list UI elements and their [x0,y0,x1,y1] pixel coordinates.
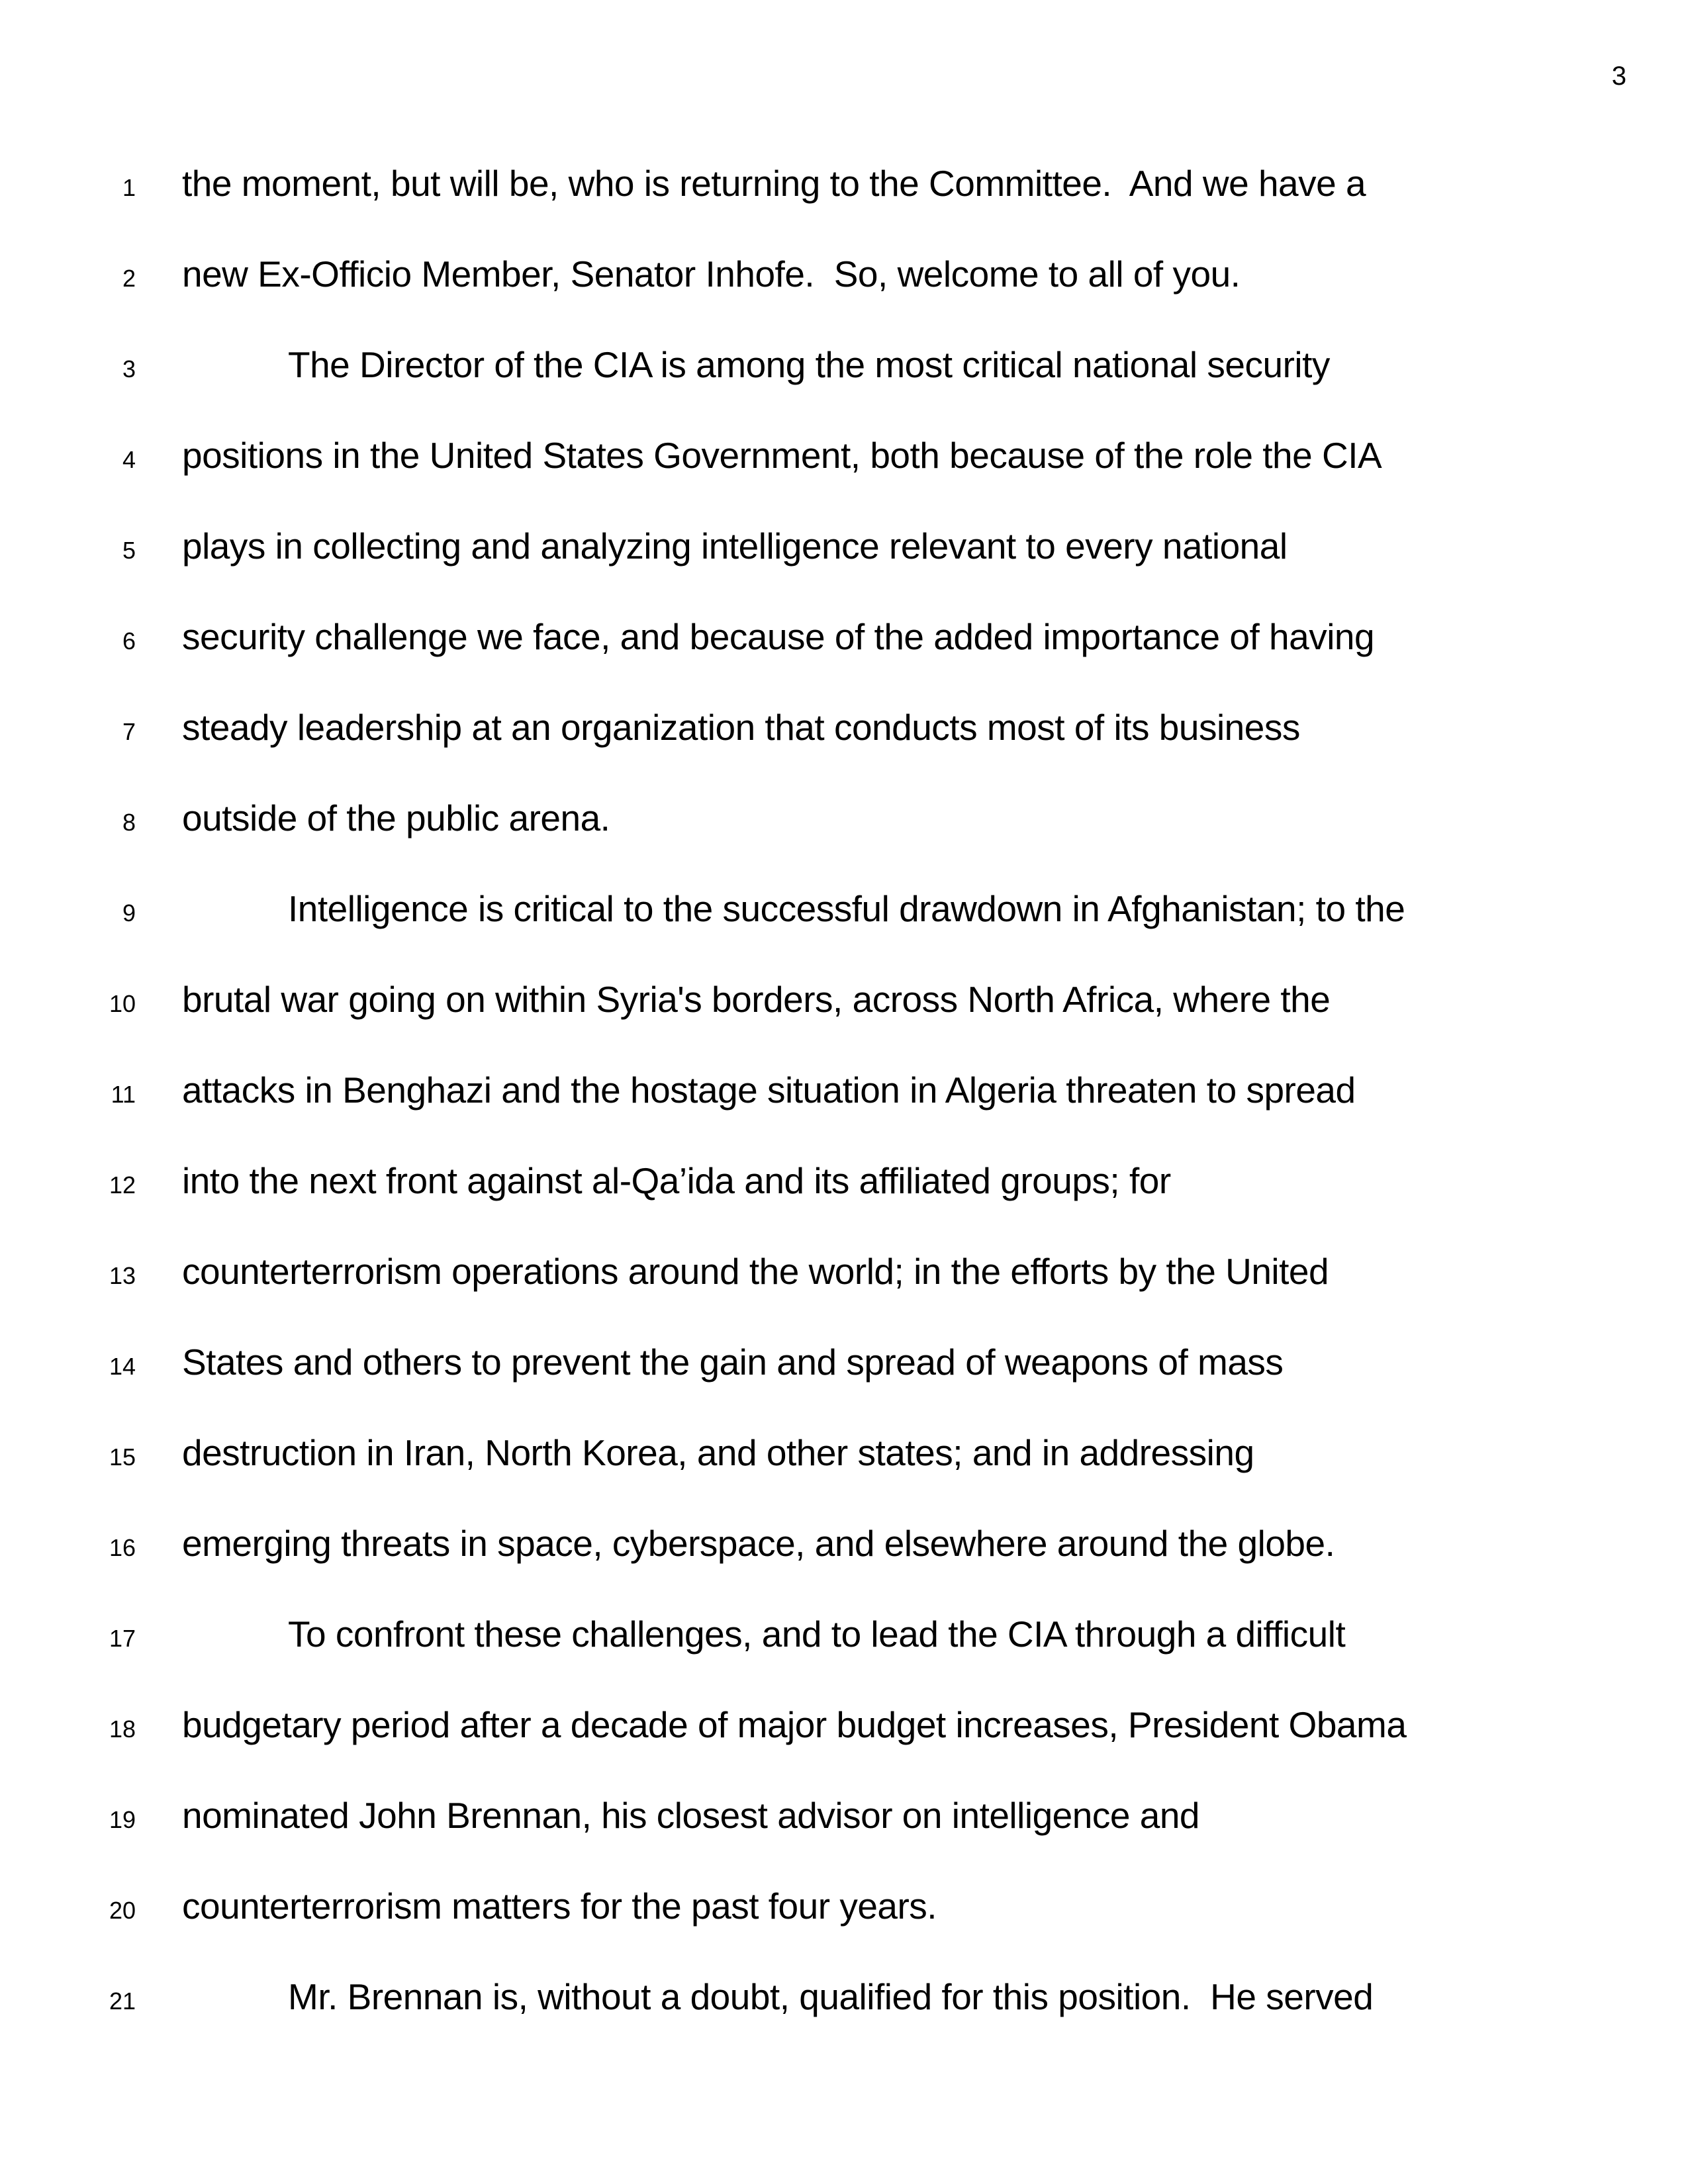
transcript-line [0,1525,1688,1616]
line-number: 2 [122,265,136,292]
line-number: 6 [122,627,136,655]
transcript-line [0,1069,1688,1163]
line-number: 7 [122,718,136,745]
line-number: 10 [109,990,136,1017]
transcript-line [0,1160,1688,1253]
line-number: 15 [109,1443,136,1471]
line-number: 11 [111,1081,136,1108]
transcript-line [0,1253,1688,1344]
line-number: 8 [122,809,136,836]
transcript-line [0,1704,1688,1797]
line-text: budgetary period after a decade of major budget increases, President Obama [182,1704,1407,1745]
line-text: security challenge we face, and because of the added importance of having [182,616,1375,657]
line-number: 12 [109,1171,136,1199]
line-number: 16 [109,1534,136,1561]
line-text: To confront these challenges, and to lead the CIA through a difficult [288,1614,1346,1655]
line-number: 18 [109,1715,136,1743]
line-number: 21 [109,1987,136,2015]
transcript-line [0,165,1688,256]
line-text: The Director of the CIA is among the most critical national security [288,344,1330,385]
transcript-line [0,437,1688,528]
transcript-line [0,1888,1688,1979]
line-text: attacks in Benghazi and the hostage situation in Algeria threaten to spread [182,1069,1356,1111]
line-text: Intelligence is critical to the successful drawdown in Afghanistan; to the [288,888,1405,929]
line-number: 4 [122,446,136,473]
line-text: emerging threats in space, cyberspace, and elsewhere around the globe. [182,1523,1335,1564]
line-number: 3 [122,355,136,383]
line-number: 19 [109,1806,136,1833]
line-text: destruction in Iran, North Korea, and other states; and in addressing [182,1432,1254,1473]
line-number: 5 [122,537,136,564]
transcript-line [0,981,1688,1072]
transcript-line [0,525,1688,619]
line-text: States and others to prevent the gain and spread of weapons of mass [182,1342,1284,1383]
line-text: counterterrorism operations around the world; in the efforts by the United [182,1251,1329,1292]
transcript-line [0,616,1688,709]
transcript-line [0,1432,1688,1525]
line-text: outside of the public arena. [182,797,610,839]
line-text: brutal war going on within Syria's borders, across North Africa, where the [182,979,1331,1020]
line-text: new Ex-Officio Member, Senator Inhofe. So, welcome to all of you. [182,253,1241,295]
transcript-line [0,1344,1688,1435]
line-text: positions in the United States Government, both because of the role the CIA [182,435,1382,476]
line-text: nominated John Brennan, his closest advisor on intelligence and [182,1795,1199,1836]
transcript-line [0,1976,1688,2070]
transcript-line [0,888,1688,981]
line-text: plays in collecting and analyzing intelligence relevant to every national [182,525,1288,567]
transcript-line [0,253,1688,347]
line-text: into the next front against al-Qa’ida and its affiliated groups; for [182,1160,1171,1201]
transcript-body [0,165,1688,2070]
line-number: 14 [109,1353,136,1380]
line-number: 17 [109,1625,136,1652]
page-number: 3 [1611,62,1626,91]
line-number: 9 [122,899,136,927]
line-text: counterterrorism matters for the past four years. [182,1886,937,1927]
line-number: 13 [109,1262,136,1289]
line-text: Mr. Brennan is, without a doubt, qualified for this position. He served [288,1976,1374,2017]
transcript-line [0,709,1688,800]
line-number: 1 [122,174,136,201]
transcript-line [0,1797,1688,1888]
line-text: the moment, but will be, who is returning to the Committee. And we have a [182,163,1366,204]
transcript-line [0,797,1688,891]
line-number: 20 [109,1897,136,1924]
transcript-line [0,344,1688,437]
line-text: steady leadership at an organization that conducts most of its business [182,707,1300,748]
transcript-line [0,1616,1688,1707]
